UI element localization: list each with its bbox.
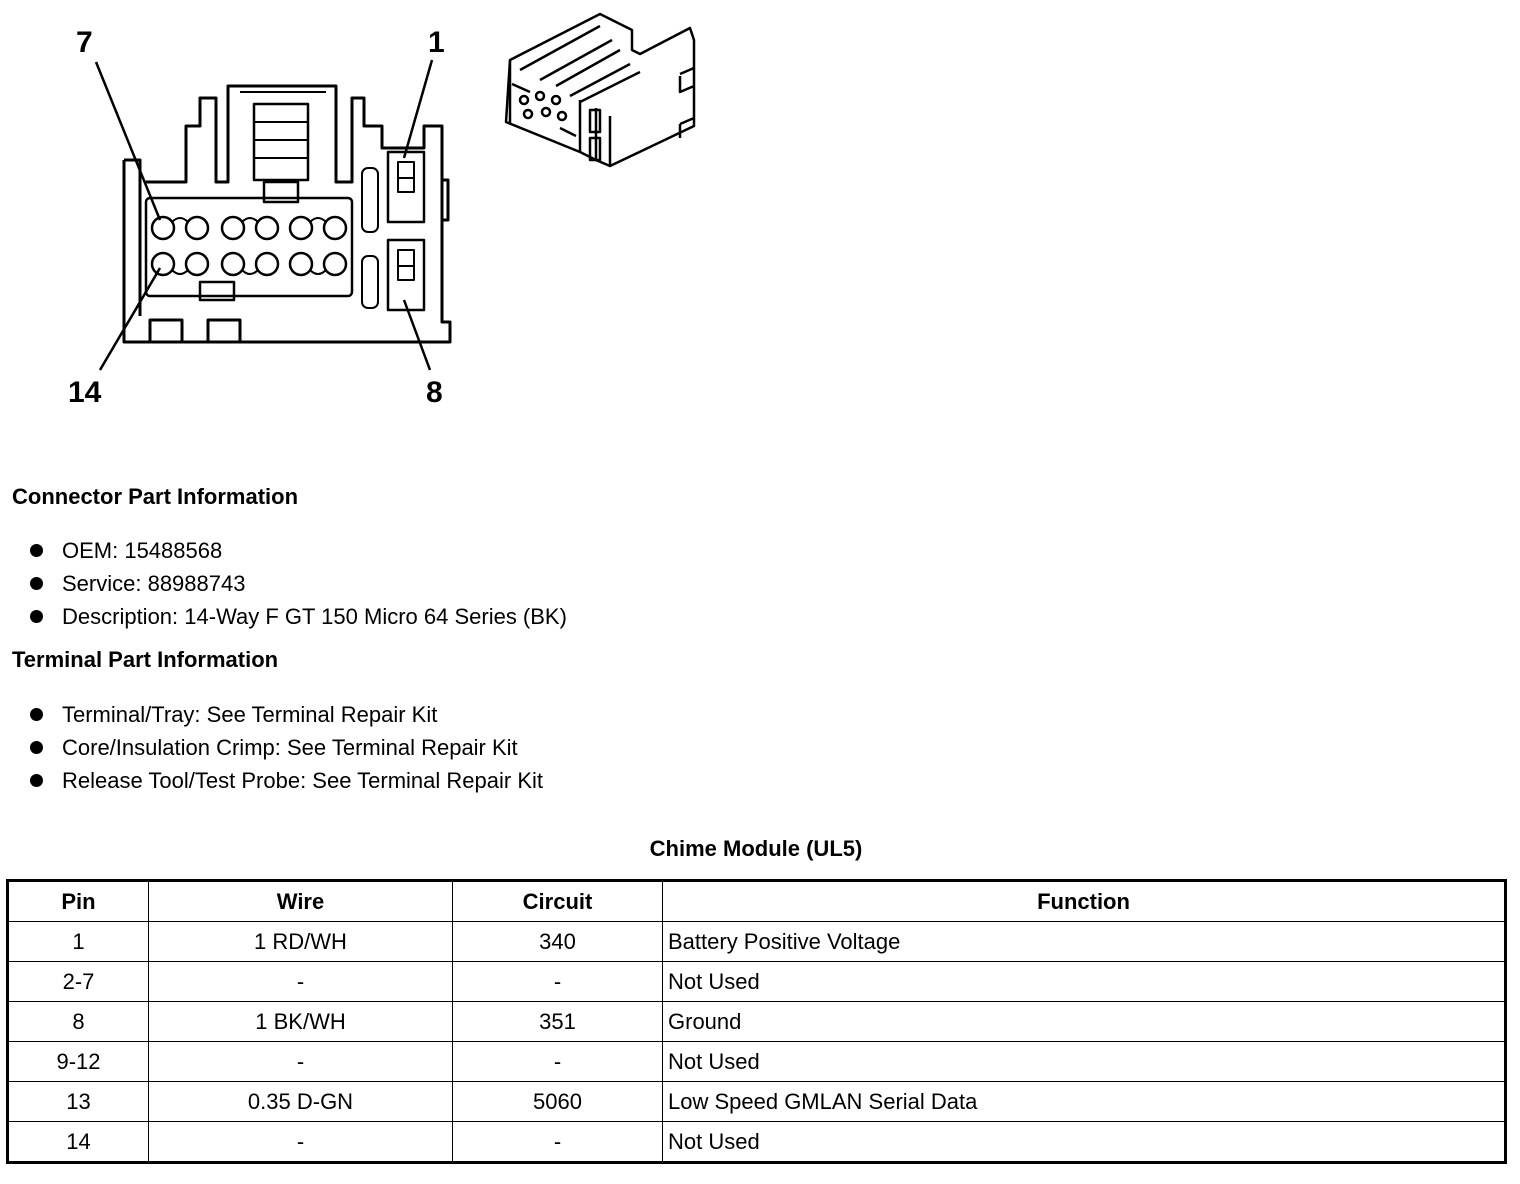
cell-circuit: 5060	[453, 1082, 663, 1122]
bullet-icon	[30, 708, 43, 721]
header-wire: Wire	[149, 881, 453, 922]
terminal-info-list	[28, 698, 543, 797]
callout-pin-7: 7	[76, 26, 93, 59]
cell-function: Low Speed GMLAN Serial Data	[663, 1082, 1506, 1122]
cell-circuit: 340	[453, 922, 663, 962]
bullet-icon	[30, 577, 43, 590]
list-item	[28, 698, 543, 731]
bullet-icon	[30, 774, 43, 787]
cell-pin: 2-7	[8, 962, 149, 1002]
table-row	[8, 962, 1506, 1002]
connector-isometric-view	[506, 14, 694, 166]
pinout-table	[6, 879, 1507, 1164]
header-pin: Pin	[8, 881, 149, 922]
cell-wire: -	[149, 962, 453, 1002]
callout-pin-14: 14	[68, 376, 102, 409]
table-row	[8, 1082, 1506, 1122]
leader-1	[404, 60, 432, 158]
connector-service: Service: 88988743	[62, 571, 246, 596]
list-item	[28, 600, 567, 633]
connector-diagram	[0, 0, 760, 420]
cell-wire: 0.35 D-GN	[149, 1082, 453, 1122]
cell-circuit: 351	[453, 1002, 663, 1042]
terminal-info-title: Terminal Part Information	[12, 647, 279, 672]
table-row	[8, 1122, 1506, 1163]
header-circuit: Circuit	[453, 881, 663, 922]
cell-pin: 9-12	[8, 1042, 149, 1082]
header-function: Function	[663, 881, 1506, 922]
cell-wire: -	[149, 1122, 453, 1163]
cell-pin: 14	[8, 1122, 149, 1163]
terminal-tray: Terminal/Tray: See Terminal Repair Kit	[62, 702, 438, 727]
cell-circuit: -	[453, 1042, 663, 1082]
list-item	[28, 534, 567, 567]
table-caption: Chime Module (UL5)	[649, 836, 863, 861]
bullet-icon	[30, 741, 43, 754]
connector-body-outline	[124, 86, 450, 342]
terminal-release-tool: Release Tool/Test Probe: See Terminal Repair Kit	[62, 768, 543, 793]
cell-wire: -	[149, 1042, 453, 1082]
cell-wire: 1 BK/WH	[149, 1002, 453, 1042]
callout-pin-1: 1	[428, 26, 445, 59]
list-item	[28, 567, 567, 600]
connector-description: Description: 14-Way F GT 150 Micro 64 Series (BK)	[62, 604, 567, 629]
cavity-row-top	[152, 217, 346, 239]
leader-7	[96, 62, 160, 220]
cell-function: Battery Positive Voltage	[663, 922, 1506, 962]
callout-pin-8: 8	[426, 376, 443, 409]
latch-tower	[254, 104, 308, 180]
cell-function: Not Used	[663, 962, 1506, 1002]
cell-pin: 13	[8, 1082, 149, 1122]
bullet-icon	[30, 610, 43, 623]
terminal-crimp: Core/Insulation Crimp: See Terminal Repair Kit	[62, 735, 518, 760]
list-item	[28, 764, 543, 797]
cell-function: Not Used	[663, 1122, 1506, 1163]
cell-circuit: -	[453, 962, 663, 1002]
cell-function: Not Used	[663, 1042, 1506, 1082]
list-item	[28, 731, 543, 764]
cavity-block	[146, 198, 352, 296]
table-row	[8, 922, 1506, 962]
table-header-row	[8, 881, 1506, 922]
table-row	[8, 1002, 1506, 1042]
cell-wire: 1 RD/WH	[149, 922, 453, 962]
connector-info-list	[28, 534, 567, 633]
connector-oem: OEM: 15488568	[62, 538, 223, 563]
connector-info-title: Connector Part Information	[12, 484, 299, 509]
cell-function: Ground	[663, 1002, 1506, 1042]
bullet-icon	[30, 544, 43, 557]
cell-pin: 1	[8, 922, 149, 962]
cavity-row-bottom	[152, 253, 346, 275]
cell-pin: 8	[8, 1002, 149, 1042]
table-row	[8, 1042, 1506, 1082]
cell-circuit: -	[453, 1122, 663, 1163]
